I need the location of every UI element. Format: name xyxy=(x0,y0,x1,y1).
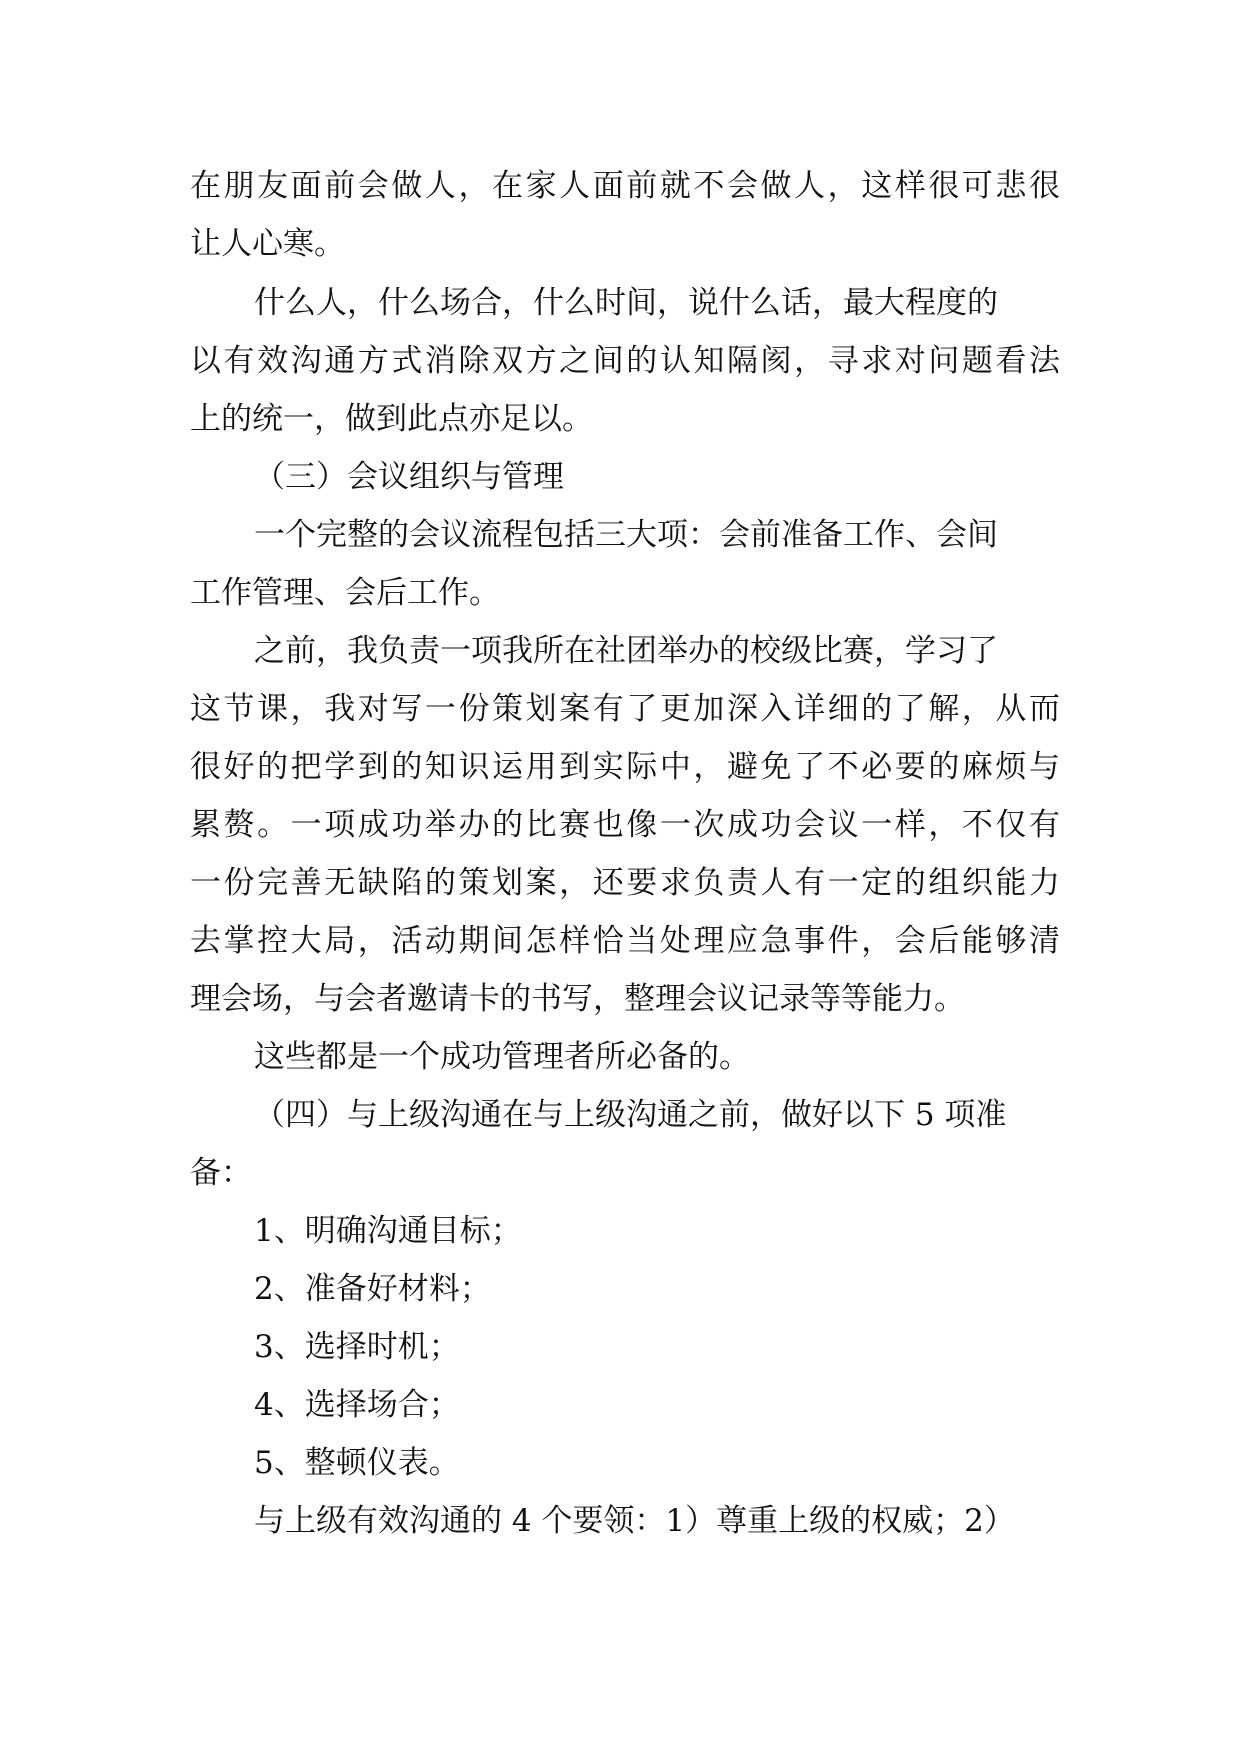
text-line: 工作管理、会后工作。 xyxy=(190,575,500,611)
text-line: 一个完整的会议流程包括三大项：会前准备工作、会间 xyxy=(254,517,998,553)
text-line: 理会场，与会者邀请卡的书写，整理会议记录等等能力。 xyxy=(190,981,965,1017)
text-line: 备： xyxy=(190,1155,252,1191)
text-line: 让人心寒。 xyxy=(190,226,345,262)
list-item: 2、准备好材料； xyxy=(254,1271,491,1307)
list-item: 4、选择场合； xyxy=(254,1387,460,1423)
list-item: 1、明确沟通目标； xyxy=(254,1213,522,1249)
section-heading: （四）与上级沟通在与上级沟通之前，做好以下 5 项准 xyxy=(254,1097,1007,1133)
text-line: 很好的把学到的知识运用到实际中，避免了不必要的麻烦与 xyxy=(190,749,1060,785)
text-line: 上的统一，做到此点亦足以。 xyxy=(190,401,593,437)
text-line: 这些都是一个成功管理者所必备的。 xyxy=(254,1039,750,1075)
text-line: 这节课，我对写一份策划案有了更加深入详细的了解，从而 xyxy=(190,691,1060,727)
text-line: 与上级有效沟通的 4 个要领：1）尊重上级的权威；2） xyxy=(254,1503,1015,1539)
text-line: 以有效沟通方式消除双方之间的认知隔阂，寻求对问题看法 xyxy=(190,343,1060,379)
list-item: 3、选择时机； xyxy=(254,1329,460,1365)
list-item: 5、整顿仪表。 xyxy=(254,1445,460,1481)
text-line: 去掌控大局，活动期间怎样恰当处理应急事件，会后能够清 xyxy=(190,923,1060,959)
text-line: 一份完善无缺陷的策划案，还要求负责人有一定的组织能力 xyxy=(190,865,1060,901)
text-line: 之前，我负责一项我所在社团举办的校级比赛，学习了 xyxy=(254,633,998,669)
text-line: 在朋友面前会做人，在家人面前就不会做人，这样很可悲很 xyxy=(190,168,1060,204)
text-line: 累赘。一项成功举办的比赛也像一次成功会议一样，不仅有 xyxy=(190,807,1060,843)
section-heading: （三）会议组织与管理 xyxy=(254,459,564,495)
text-line: 什么人，什么场合，什么时间，说什么话，最大程度的 xyxy=(254,285,998,321)
